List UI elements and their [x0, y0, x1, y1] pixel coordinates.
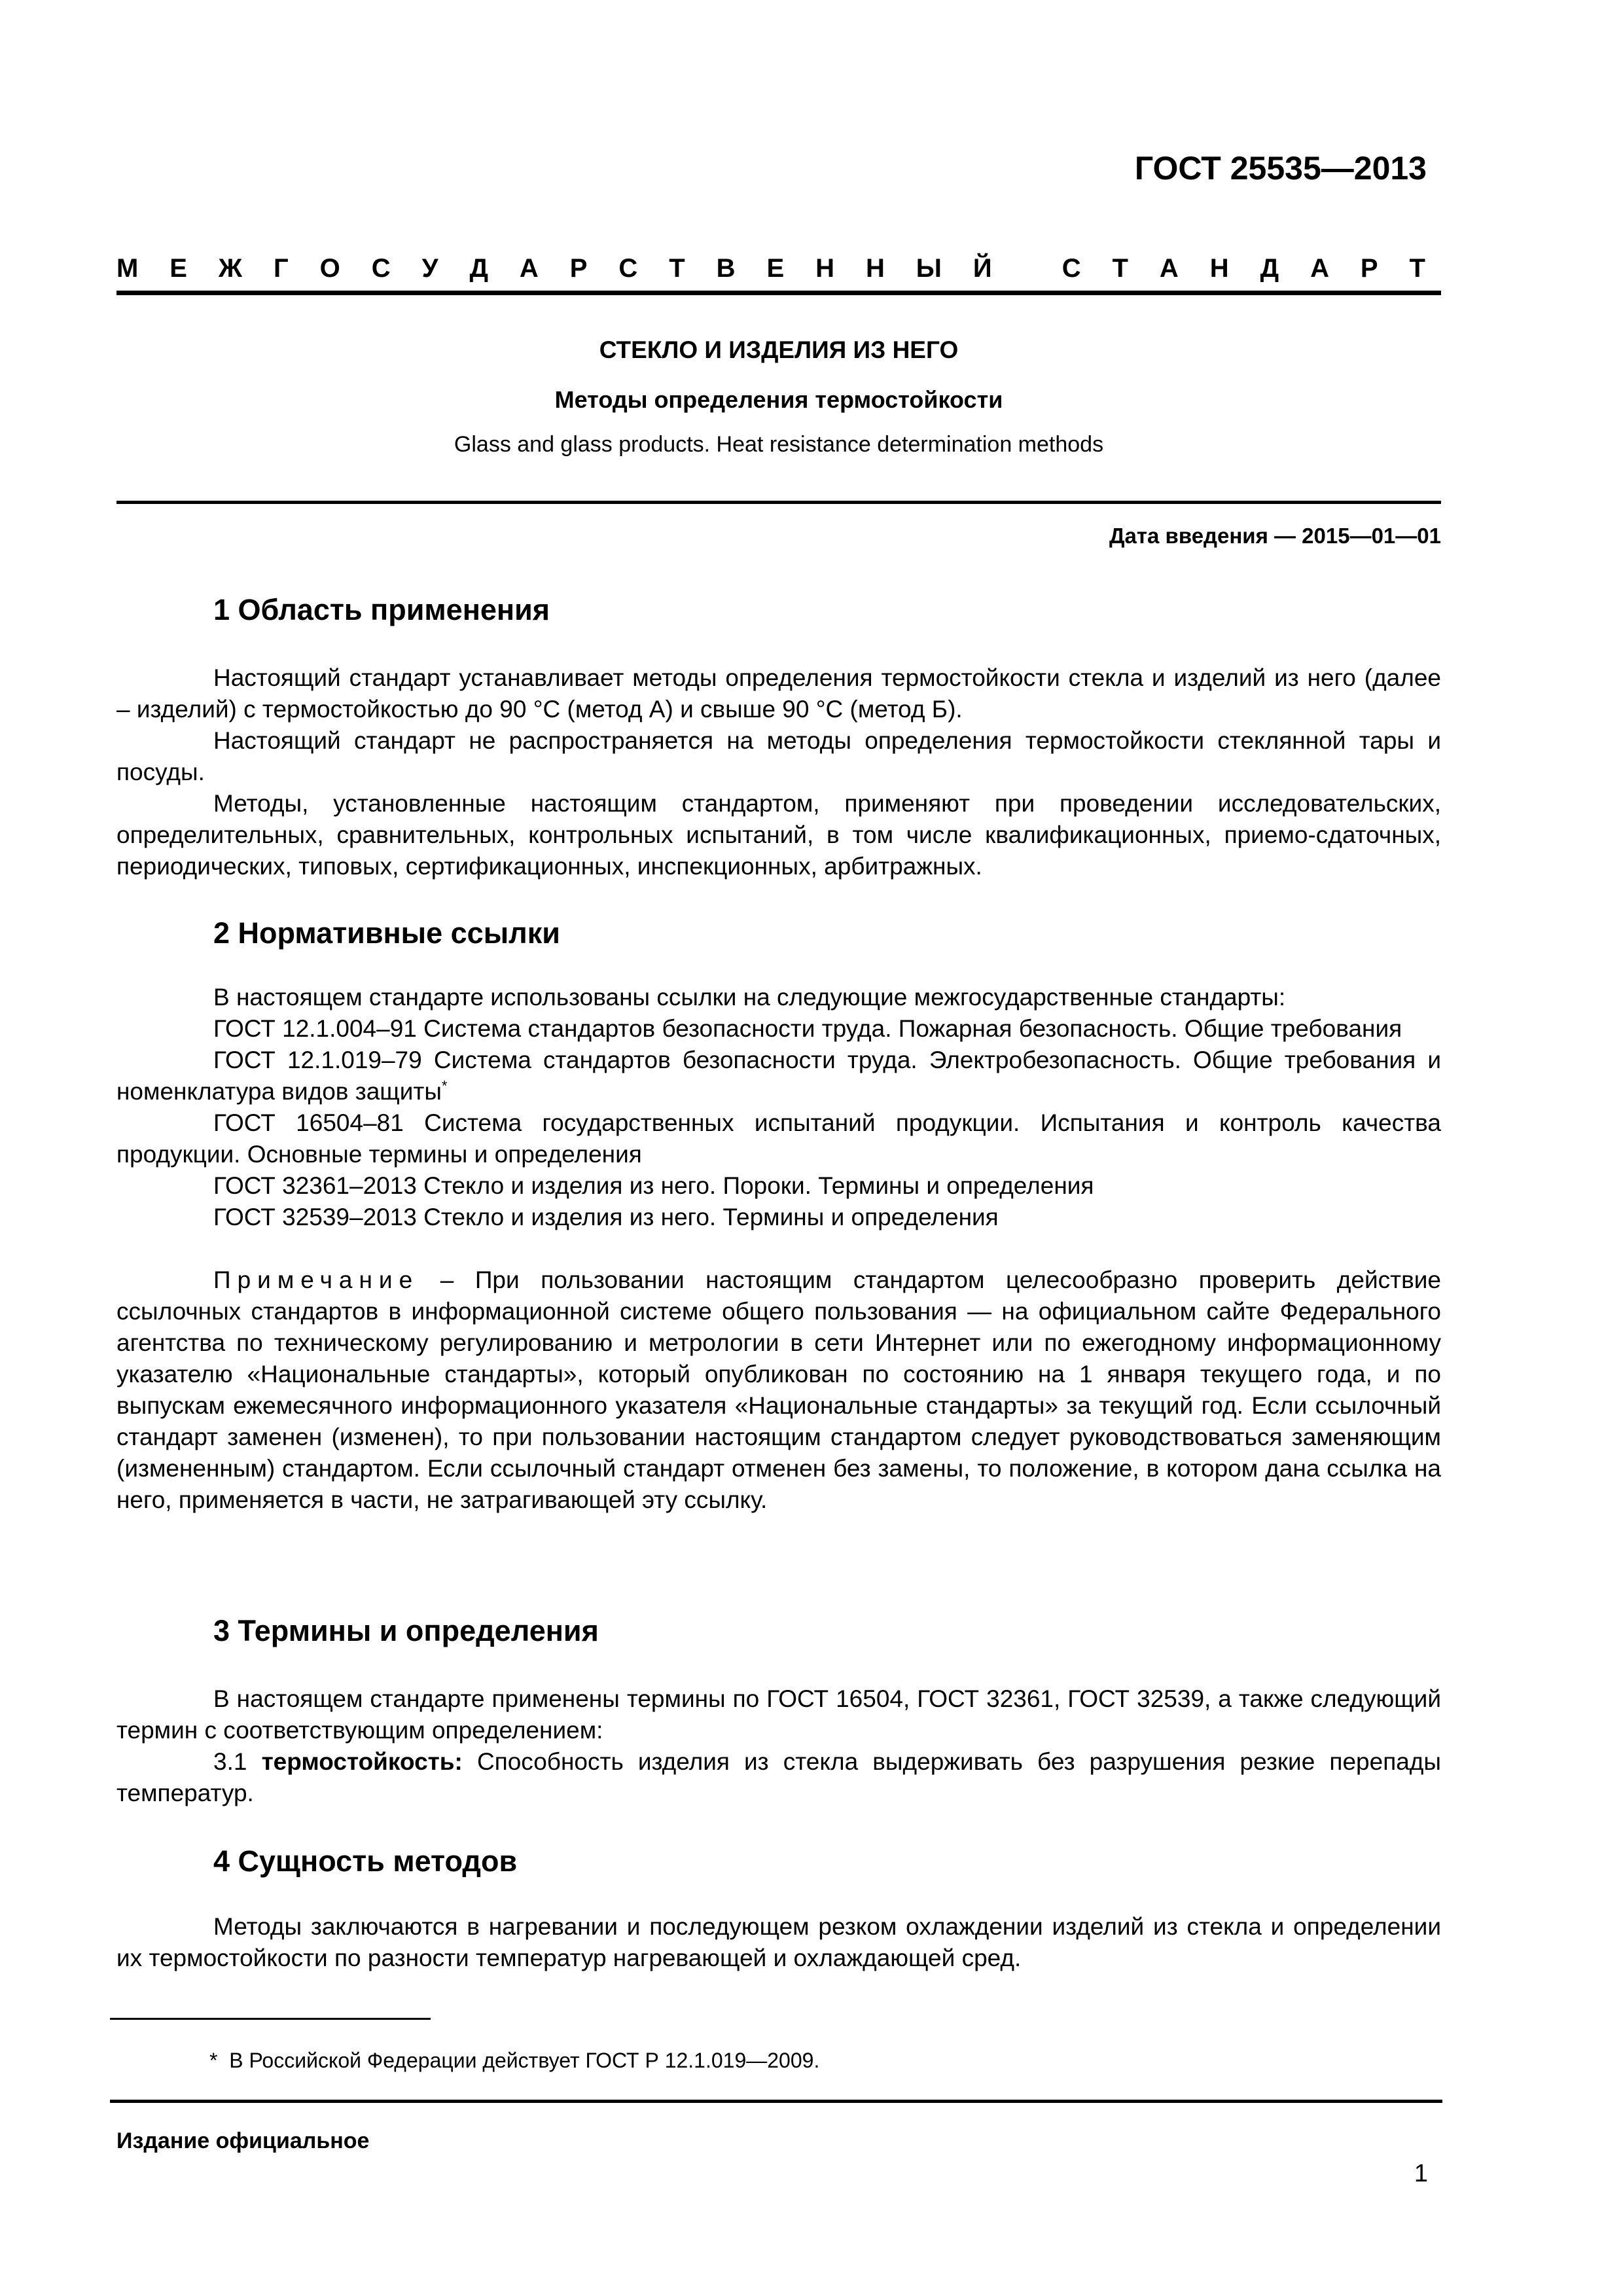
banner-letter: Р: [569, 253, 588, 283]
banner-letter: Н: [865, 253, 885, 283]
note-text: – При пользовании настоящим стандартом целесообразно проверить действие ссылочных стандартов в информационной системе общего пользования — на официальном сайте Федерального агентства по техническому регулированию и метрологии в сети Интернет или по ежегодному информационному указателю «Национальные стандарты», который опубликован по состоянию на 1 января текущего года, и по выпускам ежемесячного информационного указателя «Национальные стандарты» за текущий год. Если ссылочный стандарт заменен (изменен), то при пользовании настоящим стандартом следует руководствоваться заменяющим (измененным) стандартом. Если ссылочный стандарт отменен без замены, то положение, в котором дана ссылка на него, применяется в части, не затрагивающей эту ссылку.: [116, 1266, 1441, 1513]
banner-letter: Д: [1260, 253, 1279, 283]
term-definition-text: Способность изделия из стекла выдерживать без разрушения резкие перепады температур.: [116, 1748, 1441, 1806]
banner-letter: С: [618, 253, 638, 283]
banner-letter: Н: [1209, 253, 1229, 283]
header-rule: [116, 291, 1441, 295]
banner-letter: Г: [274, 253, 289, 283]
section-1-heading: 1 Область применения: [213, 593, 550, 626]
reference-item: ГОСТ 32361–2013 Стекло и изделия из него. Пороки. Термины и определения: [213, 1172, 1094, 1199]
banner-letter: А: [1310, 253, 1329, 283]
standard-subtitle: Методы определения термостойкости: [554, 386, 1003, 413]
official-edition-label: Издание официальное: [116, 2128, 370, 2153]
term-number: 3.1: [213, 1748, 247, 1775]
section-1-paragraph: Методы, установленные настоящим стандартом, применяют при проведении исследовательских, определительных, сравнительных, контрольных испытаний, в том числе квалификационных, приемо-сдаточных, периодических, типовых, сертификационных, инспекционных, арбитражных.: [116, 790, 1441, 880]
banner-letter: Т: [669, 253, 685, 283]
term-definition: [116, 1746, 1441, 1809]
reference-item: ГОСТ 12.1.004–91 Система стандартов безопасности труда. Пожарная безопасность. Общие требования: [213, 1015, 1402, 1042]
section-4-body: [116, 1911, 1441, 1974]
section-1-paragraph: Настоящий стандарт не распространяется на методы определения термостойкости стеклянной тары и посуды.: [116, 727, 1441, 785]
banner-letter: Й: [972, 253, 992, 283]
terms-intro: В настоящем стандарте применены термины по ГОСТ 16504, ГОСТ 32361, ГОСТ 32539, а также следующий термин с соответствующим определением:: [116, 1685, 1441, 1744]
banner-letter: А: [1159, 253, 1179, 283]
reference-item: ГОСТ 32539–2013 Стекло и изделия из него. Термины и определения: [213, 1204, 999, 1230]
section-1-body: [116, 662, 1441, 882]
banner-letter: О: [319, 253, 340, 283]
banner-letter: Т: [1409, 253, 1425, 283]
section-4-heading: 4 Сущность методов: [213, 1844, 518, 1878]
footnote-reference-mark: *: [441, 1077, 448, 1094]
reference-item: ГОСТ 16504–81 Система государственных испытаний продукции. Испытания и контроль качества продукции. Основные термины и определения: [116, 1109, 1441, 1168]
page-number: 1: [1414, 2160, 1428, 2187]
title-rule: [116, 501, 1441, 504]
banner-word-gap: [1024, 254, 1031, 283]
section-1-paragraph: Настоящий стандарт устанавливает методы определения термостойкости стекла и изделий из него (далее – изделий) с термостойкостью до 90 °С (метод А) и свыше 90 °С (метод Б).: [116, 664, 1441, 723]
note-label: Примечание: [213, 1266, 419, 1293]
footnote-rule: [110, 2018, 431, 2020]
section-4-paragraph: Методы заключаются в нагревании и последующем резком охлаждении изделий из стекла и определении их термостойкости по разности температур нагревающей и охлаждающей сред.: [116, 1913, 1441, 1971]
standard-title-english: Glass and glass products. Heat resistance determination methods: [454, 432, 1104, 457]
banner-letter: Н: [815, 253, 834, 283]
interstate-standard-banner: [116, 249, 1425, 288]
document-number: ГОСТ 25535—2013: [1134, 150, 1427, 187]
banner-letter: М: [116, 253, 139, 283]
references-note: [116, 1265, 1441, 1516]
section-3-body: [116, 1683, 1441, 1809]
footer-rule: [110, 2100, 1442, 2103]
banner-letter: Д: [469, 253, 488, 283]
standard-title: СТЕКЛО И ИЗДЕЛИЯ ИЗ НЕГО: [599, 336, 959, 363]
reference-text: ГОСТ 12.1.019–79 Система стандартов безопасности труда. Электробезопасность. Общие требования и номенклатура видов защиты: [116, 1047, 1441, 1105]
banner-letter: А: [519, 253, 539, 283]
introduction-date: Дата введения — 2015—01—01: [1109, 524, 1441, 548]
banner-letter: Е: [766, 253, 785, 283]
banner-letter: Ы: [916, 253, 942, 283]
banner-letter: С: [371, 253, 391, 283]
footnote: [209, 2049, 819, 2073]
banner-letter: У: [421, 253, 438, 283]
footnote-text: В Российской Федерации действует ГОСТ Р 12.1.019—2009.: [229, 2049, 820, 2072]
footnote-mark: *: [209, 2049, 218, 2072]
section-2-body: [116, 982, 1441, 1516]
banner-letter: Т: [1112, 253, 1128, 283]
references-intro: В настоящем стандарте использованы ссылки на следующие межгосударственные стандарты:: [213, 984, 1286, 1011]
banner-letter: Ж: [218, 253, 243, 283]
section-2-heading: 2 Нормативные ссылки: [213, 916, 560, 950]
reference-item: [116, 1045, 1441, 1107]
section-3-heading: 3 Термины и определения: [213, 1614, 599, 1647]
term-name: термостойкость:: [261, 1748, 463, 1775]
banner-letter: В: [716, 253, 736, 283]
banner-letter: С: [1061, 253, 1081, 283]
banner-letter: Р: [1360, 253, 1378, 283]
banner-letter: Е: [169, 253, 187, 283]
